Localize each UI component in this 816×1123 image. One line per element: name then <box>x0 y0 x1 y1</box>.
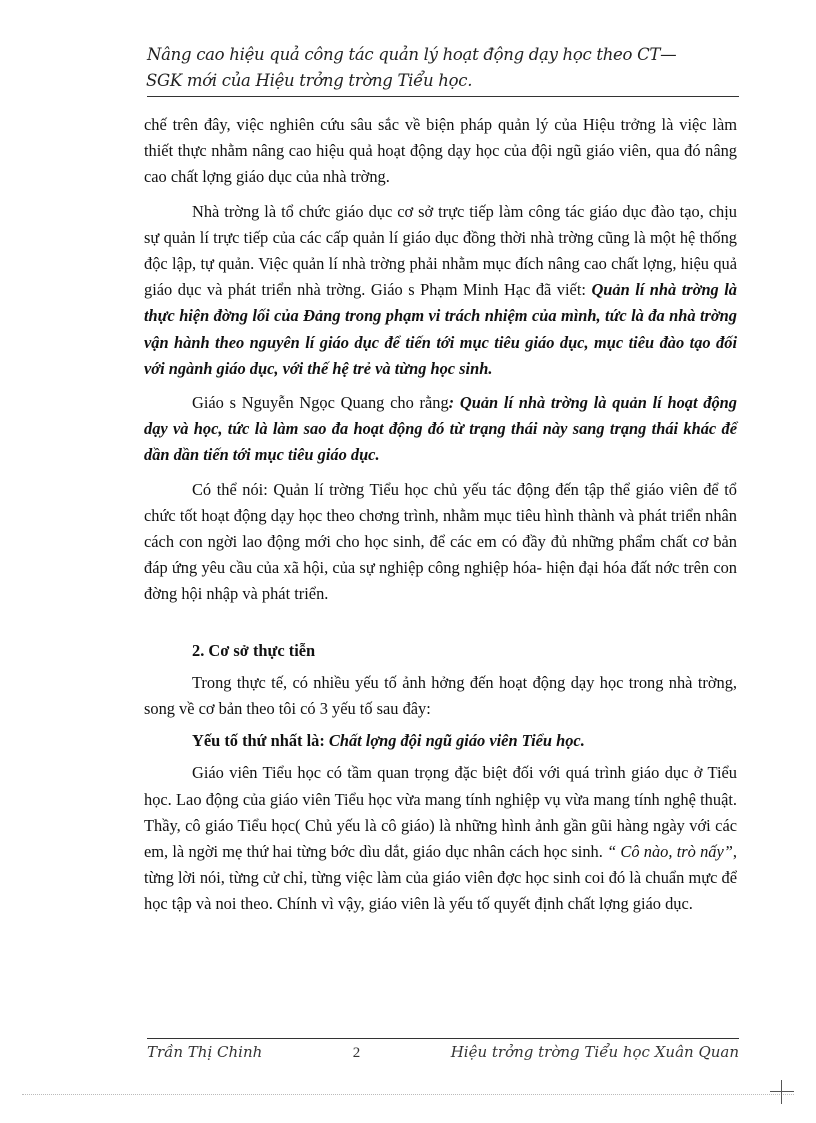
paragraph <box>144 390 737 469</box>
paragraph: Trong thực tế, có nhiều yếu tố ảnh hởng đến hoạt động dạy học trong nhà trờng, song về cơ bản theo tôi có 3 yếu tố sau đây: <box>144 672 737 719</box>
paragraph: chế trên đây, việc nghiên cứu sâu sắc về biện pháp quản lý của Hiệu trởng là việc làm thiết thực nhằm nâng cao hiệu quả hoạt động dạy học của đội ngũ giáo viên, qua đó nâng cao chất lợng giáo dục của nhà trờng. <box>144 115 737 187</box>
document-body <box>144 112 737 918</box>
paragraph <box>144 199 737 382</box>
page-boundary-line <box>22 1094 794 1095</box>
running-footer <box>147 1038 739 1062</box>
paragraph: Có thể nói: Quản lí trờng Tiểu học chủ yếu tác động đến tập thể giáo viên để tổ chức tốt hoạt động dạy học theo chơng trình, nhằm mục tiêu hình thành và phát triển nhân cách con ngời lao động mới cho học sinh, để các em có đầy đủ những phẩm chất cơ bản đáp ứng yêu cầu của xã hội, của sự nghiệp công nghiệp hóa- hiện đại hóa đất nớc trên con đờng hội nhập và phát triển. <box>144 479 737 604</box>
paragraph <box>144 760 737 917</box>
quotation-nguyen-ngoc-quang: : Quản lí nhà trờng là quản lí hoạt động dạy và học, tức là làm sao đa hoạt động đó từ trạng thái này sang trạng thái khác để dần dần tiến tới mục tiêu giáo dục. <box>144 393 737 465</box>
quotation-pham-minh-hac: Quản lí nhà trờng là thực hiện đờng lối của Đảng trong phạm vi trách nhiệm của mình, tức là đa nhà trờng vận hành theo nguyên lí giáo dục để tiến tới mục tiêu giáo dục, mục tiêu đào tạo đối với ngành giáo dục, với thế hệ trẻ và từng học sinh. <box>144 280 737 378</box>
factor-heading <box>144 728 737 754</box>
page-number: 2 <box>352 1045 361 1061</box>
running-header <box>147 42 739 97</box>
factor-colon: : <box>319 731 329 751</box>
header-line-2: SGK mới của Hiệu trởng trờng Tiểu học. <box>146 71 473 90</box>
paragraph-text: , từng lời nói, từng cử chỉ, từng việc làm của giáo viên đợc học sinh coi đó là chuẩn mực để học tập và noi theo. Chính vì vậy, giáo viên là yếu tố quyết định chất lợng giáo dục. <box>144 842 737 914</box>
header-line-1: Nâng cao hiệu quả công tác quản lý hoạt động dạy học theo CT— <box>147 45 677 64</box>
section-heading: 2. Cơ sở thực tiễn <box>192 640 316 660</box>
factor-label: Yếu tố thứ nhất là <box>192 731 320 751</box>
paragraph-text: Giáo viên Tiểu học có tầm quan trọng đặc biệt đối với quá trình giáo dục ở Tiểu học. Lao động của giáo viên Tiểu học vừa mang tính nghiệp vụ vừa mang tính nghệ thuật. Thầy, cô giáo Tiểu học( Chủ yếu là cô giáo) là những hình ảnh gần gũi hàng ngày với các em, là ngời mẹ thứ hai từng bớc dìu dắt, giáo dục nhân cách học sinh. <box>144 763 737 862</box>
crosshair-icon <box>770 1080 794 1104</box>
paragraph-text: Nhà trờng là tổ chức giáo dục cơ sở trực tiếp làm công tác giáo dục đào tạo, chịu sự quản lí trực tiếp của các cấp quản lí giáo dục đồng thời nhà trờng cũng là một hệ thống độc lập, tự quản. Việc quản lí nhà trờng phải nhằm mục đích nâng cao chất lợng, hiệu quả giáo dục và phát triển nhà trờng. Giáo s Phạm Minh Hạc đã viết: <box>144 201 737 300</box>
footer-role: Hiệu trởng trờng Tiểu học Xuân Quan <box>450 1043 739 1061</box>
footer-author: Trần Thị Chinh <box>147 1043 263 1061</box>
proverb-quote: “ Cô nào, trò nấy” <box>607 842 733 862</box>
factor-text: Chất lợng đội ngũ giáo viên Tiểu học. <box>328 731 585 751</box>
paragraph-text: Giáo s Nguyễn Ngọc Quang cho rằng <box>192 393 449 413</box>
